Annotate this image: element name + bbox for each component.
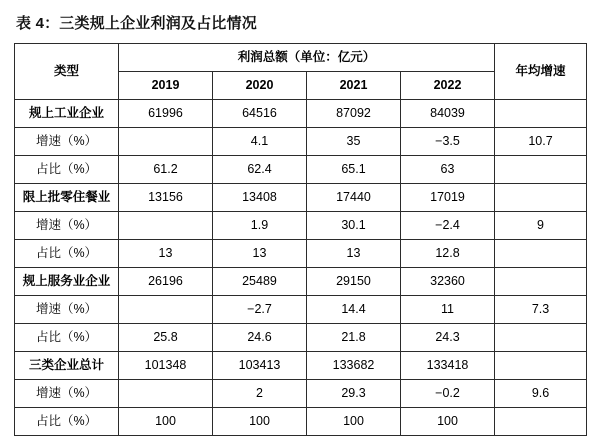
cell-value: 62.4: [213, 156, 307, 184]
cell-value: −3.5: [401, 128, 495, 156]
cell-value: 65.1: [307, 156, 401, 184]
cell-cagr: 9: [495, 212, 587, 240]
cell-value: 32360: [401, 268, 495, 296]
cell-value: 133418: [401, 352, 495, 380]
cell-cagr: 10.7: [495, 128, 587, 156]
row-label: 占比（%）: [15, 324, 119, 352]
table-row: [15, 380, 587, 408]
cell-value: 30.1: [307, 212, 401, 240]
cell-value: 101348: [119, 352, 213, 380]
cell-value: 17440: [307, 184, 401, 212]
row-label: 增速（%）: [15, 212, 119, 240]
cell-cagr: 9.6: [495, 380, 587, 408]
cell-cagr: [495, 324, 587, 352]
cell-value: −0.2: [401, 380, 495, 408]
header-profit-group: 利润总额（单位：亿元）: [119, 44, 495, 72]
cell-cagr: [495, 240, 587, 268]
row-label: 占比（%）: [15, 408, 119, 436]
cell-value: 87092: [307, 100, 401, 128]
table-row: [15, 352, 587, 380]
profit-share-table: [14, 43, 587, 436]
cell-cagr: [495, 352, 587, 380]
cell-cagr: [495, 100, 587, 128]
cell-value: −2.4: [401, 212, 495, 240]
cell-value: 17019: [401, 184, 495, 212]
cell-value: 21.8: [307, 324, 401, 352]
table-row: [15, 408, 587, 436]
cell-cagr: 7.3: [495, 296, 587, 324]
cell-value: 100: [213, 408, 307, 436]
row-label: 增速（%）: [15, 380, 119, 408]
cell-value: 103413: [213, 352, 307, 380]
cell-cagr: [495, 268, 587, 296]
cell-value: 14.4: [307, 296, 401, 324]
cell-value: 13: [213, 240, 307, 268]
cell-value: 13: [119, 240, 213, 268]
row-label: 占比（%）: [15, 240, 119, 268]
cell-value: 100: [307, 408, 401, 436]
row-label: 增速（%）: [15, 296, 119, 324]
cell-value: 11: [401, 296, 495, 324]
cell-value: 64516: [213, 100, 307, 128]
table-row: [15, 156, 587, 184]
cell-value: 133682: [307, 352, 401, 380]
cell-value: 24.3: [401, 324, 495, 352]
table-row: [15, 128, 587, 156]
table-row: [15, 240, 587, 268]
table-row: [15, 100, 587, 128]
cell-value: 24.6: [213, 324, 307, 352]
header-year-2020: 2020: [213, 72, 307, 100]
cell-value: 4.1: [213, 128, 307, 156]
cell-value: 13156: [119, 184, 213, 212]
header-type: 类型: [15, 44, 119, 100]
cell-value: 63: [401, 156, 495, 184]
cell-cagr: [495, 156, 587, 184]
cell-value: 100: [119, 408, 213, 436]
header-year-2022: 2022: [401, 72, 495, 100]
cell-value: [119, 296, 213, 324]
cell-cagr: [495, 408, 587, 436]
cell-value: 61.2: [119, 156, 213, 184]
cell-value: 12.8: [401, 240, 495, 268]
cell-value: 26196: [119, 268, 213, 296]
cell-value: [119, 380, 213, 408]
cell-value: 1.9: [213, 212, 307, 240]
cell-value: 84039: [401, 100, 495, 128]
header-cagr: 年均增速: [495, 44, 587, 100]
cell-cagr: [495, 184, 587, 212]
table-row: [15, 184, 587, 212]
header-year-2021: 2021: [307, 72, 401, 100]
table-row: [15, 268, 587, 296]
table-row: [15, 212, 587, 240]
cell-value: −2.7: [213, 296, 307, 324]
cell-value: 25489: [213, 268, 307, 296]
cell-value: 61996: [119, 100, 213, 128]
table-row: [15, 324, 587, 352]
cell-value: 29.3: [307, 380, 401, 408]
cell-value: 100: [401, 408, 495, 436]
row-label: 占比（%）: [15, 156, 119, 184]
cell-value: 13408: [213, 184, 307, 212]
row-label: 规上服务业企业: [15, 268, 119, 296]
row-label: 三类企业总计: [15, 352, 119, 380]
cell-value: [119, 128, 213, 156]
cell-value: 25.8: [119, 324, 213, 352]
header-row-top: [15, 44, 587, 72]
cell-value: [119, 212, 213, 240]
cell-value: 2: [213, 380, 307, 408]
table-row: [15, 296, 587, 324]
cell-value: 29150: [307, 268, 401, 296]
table-title: 表 4：三类规上企业利润及占比情况: [16, 15, 257, 32]
row-label: 限上批零住餐业: [15, 184, 119, 212]
table-body: [15, 100, 587, 436]
cell-value: 13: [307, 240, 401, 268]
header-year-2019: 2019: [119, 72, 213, 100]
row-label: 增速（%）: [15, 128, 119, 156]
cell-value: 35: [307, 128, 401, 156]
row-label: 规上工业企业: [15, 100, 119, 128]
table-header: [15, 44, 587, 100]
